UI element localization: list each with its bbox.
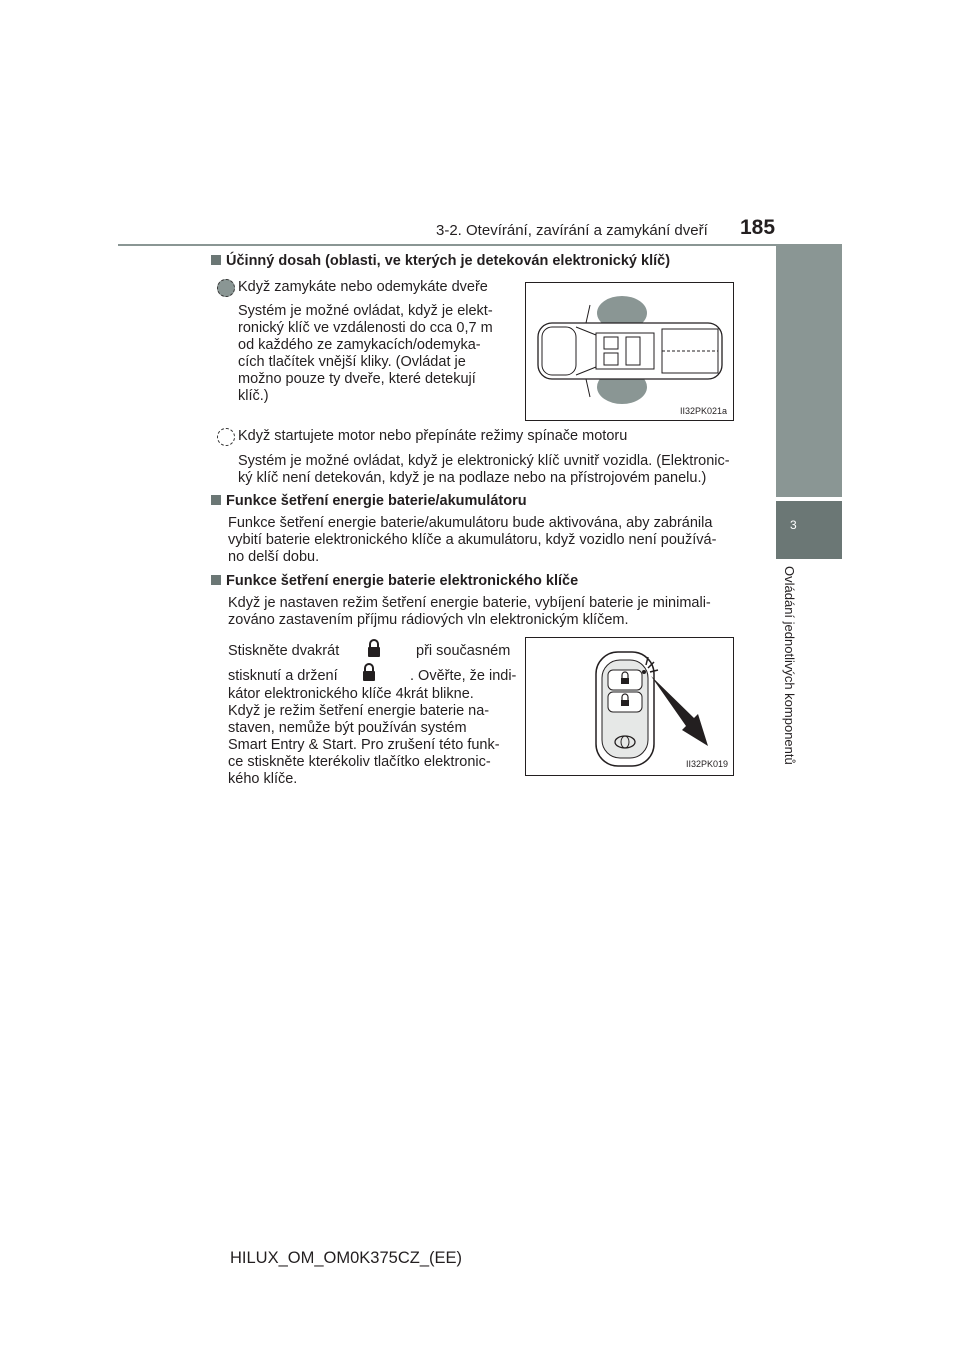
figure1-caption: II32PK021a bbox=[679, 406, 727, 416]
lock-button-icon bbox=[362, 662, 376, 682]
document-code: HILUX_OM_OM0K375CZ_(EE) bbox=[230, 1249, 462, 1267]
instruction-text: . Ověřte, že indi- bbox=[410, 668, 517, 684]
section3-line: Když je nastaven režim šetření energie baterie, vybíjení baterie je minimali- bbox=[228, 595, 711, 611]
vehicle-top-view-icon bbox=[526, 283, 733, 420]
square-bullet-icon bbox=[211, 575, 221, 585]
figure2-caption: II32PK019 bbox=[686, 759, 729, 769]
item1-line: klíč.) bbox=[238, 388, 269, 404]
instruction-text: Stiskněte dvakrát bbox=[228, 643, 340, 659]
item2-title: Když startujete motor nebo přepínáte režimy spínače motoru bbox=[238, 428, 628, 444]
side-tab-chapter bbox=[776, 501, 842, 559]
step-badge-icon bbox=[217, 428, 235, 446]
square-bullet-icon bbox=[211, 255, 221, 265]
instruction-line: Když je režim šetření energie baterie na- bbox=[228, 703, 490, 719]
section2-heading-text: Funkce šetření energie baterie/akumulátoru bbox=[226, 493, 527, 509]
vehicle-range-figure bbox=[525, 282, 734, 421]
section2-heading bbox=[211, 493, 527, 509]
page-number: 185 bbox=[740, 216, 776, 239]
electronic-key-icon bbox=[526, 638, 733, 775]
item1-line: cích tlačítek vnější kliky. (Ovládat je bbox=[238, 354, 466, 370]
chapter-title bbox=[782, 566, 804, 786]
instruction-line: staven, nemůže být používán systém bbox=[228, 720, 467, 736]
chapter-number: 3 bbox=[790, 518, 797, 532]
section3-line: zováno zastavením příjmu rádiových vln elektronickým klíčem. bbox=[228, 612, 629, 628]
step-badge-icon bbox=[217, 279, 235, 297]
item1-title: Když zamykáte nebo odemykáte dveře bbox=[238, 279, 488, 295]
instruction-text: při současném bbox=[416, 643, 511, 659]
item1-line: od každého ze zamykacích/odemyka- bbox=[238, 337, 481, 353]
section3-heading bbox=[211, 573, 578, 589]
instruction-text: stisknutí a držení bbox=[228, 668, 338, 684]
key-fob-figure bbox=[525, 637, 734, 776]
instruction-line: Smart Entry & Start. Pro zrušení této funk- bbox=[228, 737, 500, 753]
chapter-title-text: Ovládání jednotlivých komponentů bbox=[782, 566, 797, 765]
instruction-line: kátor elektronického klíče 4krát blikne. bbox=[228, 686, 474, 702]
item2-line: ký klíč není detekován, když je na podlaze nebo na přístrojovém panelu.) bbox=[238, 470, 707, 486]
section2-line: vybití baterie elektronického klíče a akumulátoru, když vozidlo není používá- bbox=[228, 532, 717, 548]
lock-button-icon bbox=[367, 638, 381, 658]
item1-line: Systém je možné ovládat, když je elekt- bbox=[238, 303, 493, 319]
instruction-line: ce stiskněte kterékoliv tlačítko elektronic- bbox=[228, 754, 491, 770]
item2-line: Systém je možné ovládat, když je elektronický klíč uvnitř vozidla. (Elektronic- bbox=[238, 453, 730, 469]
section2-line: Funkce šetření energie baterie/akumulátoru bude aktivována, aby zabránila bbox=[228, 515, 713, 531]
side-tab-upper bbox=[776, 246, 842, 497]
header-rule bbox=[118, 244, 842, 246]
item1-line: ronický klíč ve vzdálenosti do cca 0,7 m bbox=[238, 320, 493, 336]
section1-heading-text: Účinný dosah (oblasti, ve kterých je detekován elektronický klíč) bbox=[226, 253, 671, 269]
header-section-title: 3-2. Otevírání, zavírání a zamykání dveří bbox=[436, 222, 708, 239]
section2-line: no delší dobu. bbox=[228, 549, 320, 565]
section3-heading-text: Funkce šetření energie baterie elektronického klíče bbox=[226, 573, 579, 589]
instruction-line: kého klíče. bbox=[228, 771, 298, 787]
item1-line: možno pouze ty dveře, které detekují bbox=[238, 371, 476, 387]
section1-heading bbox=[211, 253, 670, 269]
square-bullet-icon bbox=[211, 495, 221, 505]
